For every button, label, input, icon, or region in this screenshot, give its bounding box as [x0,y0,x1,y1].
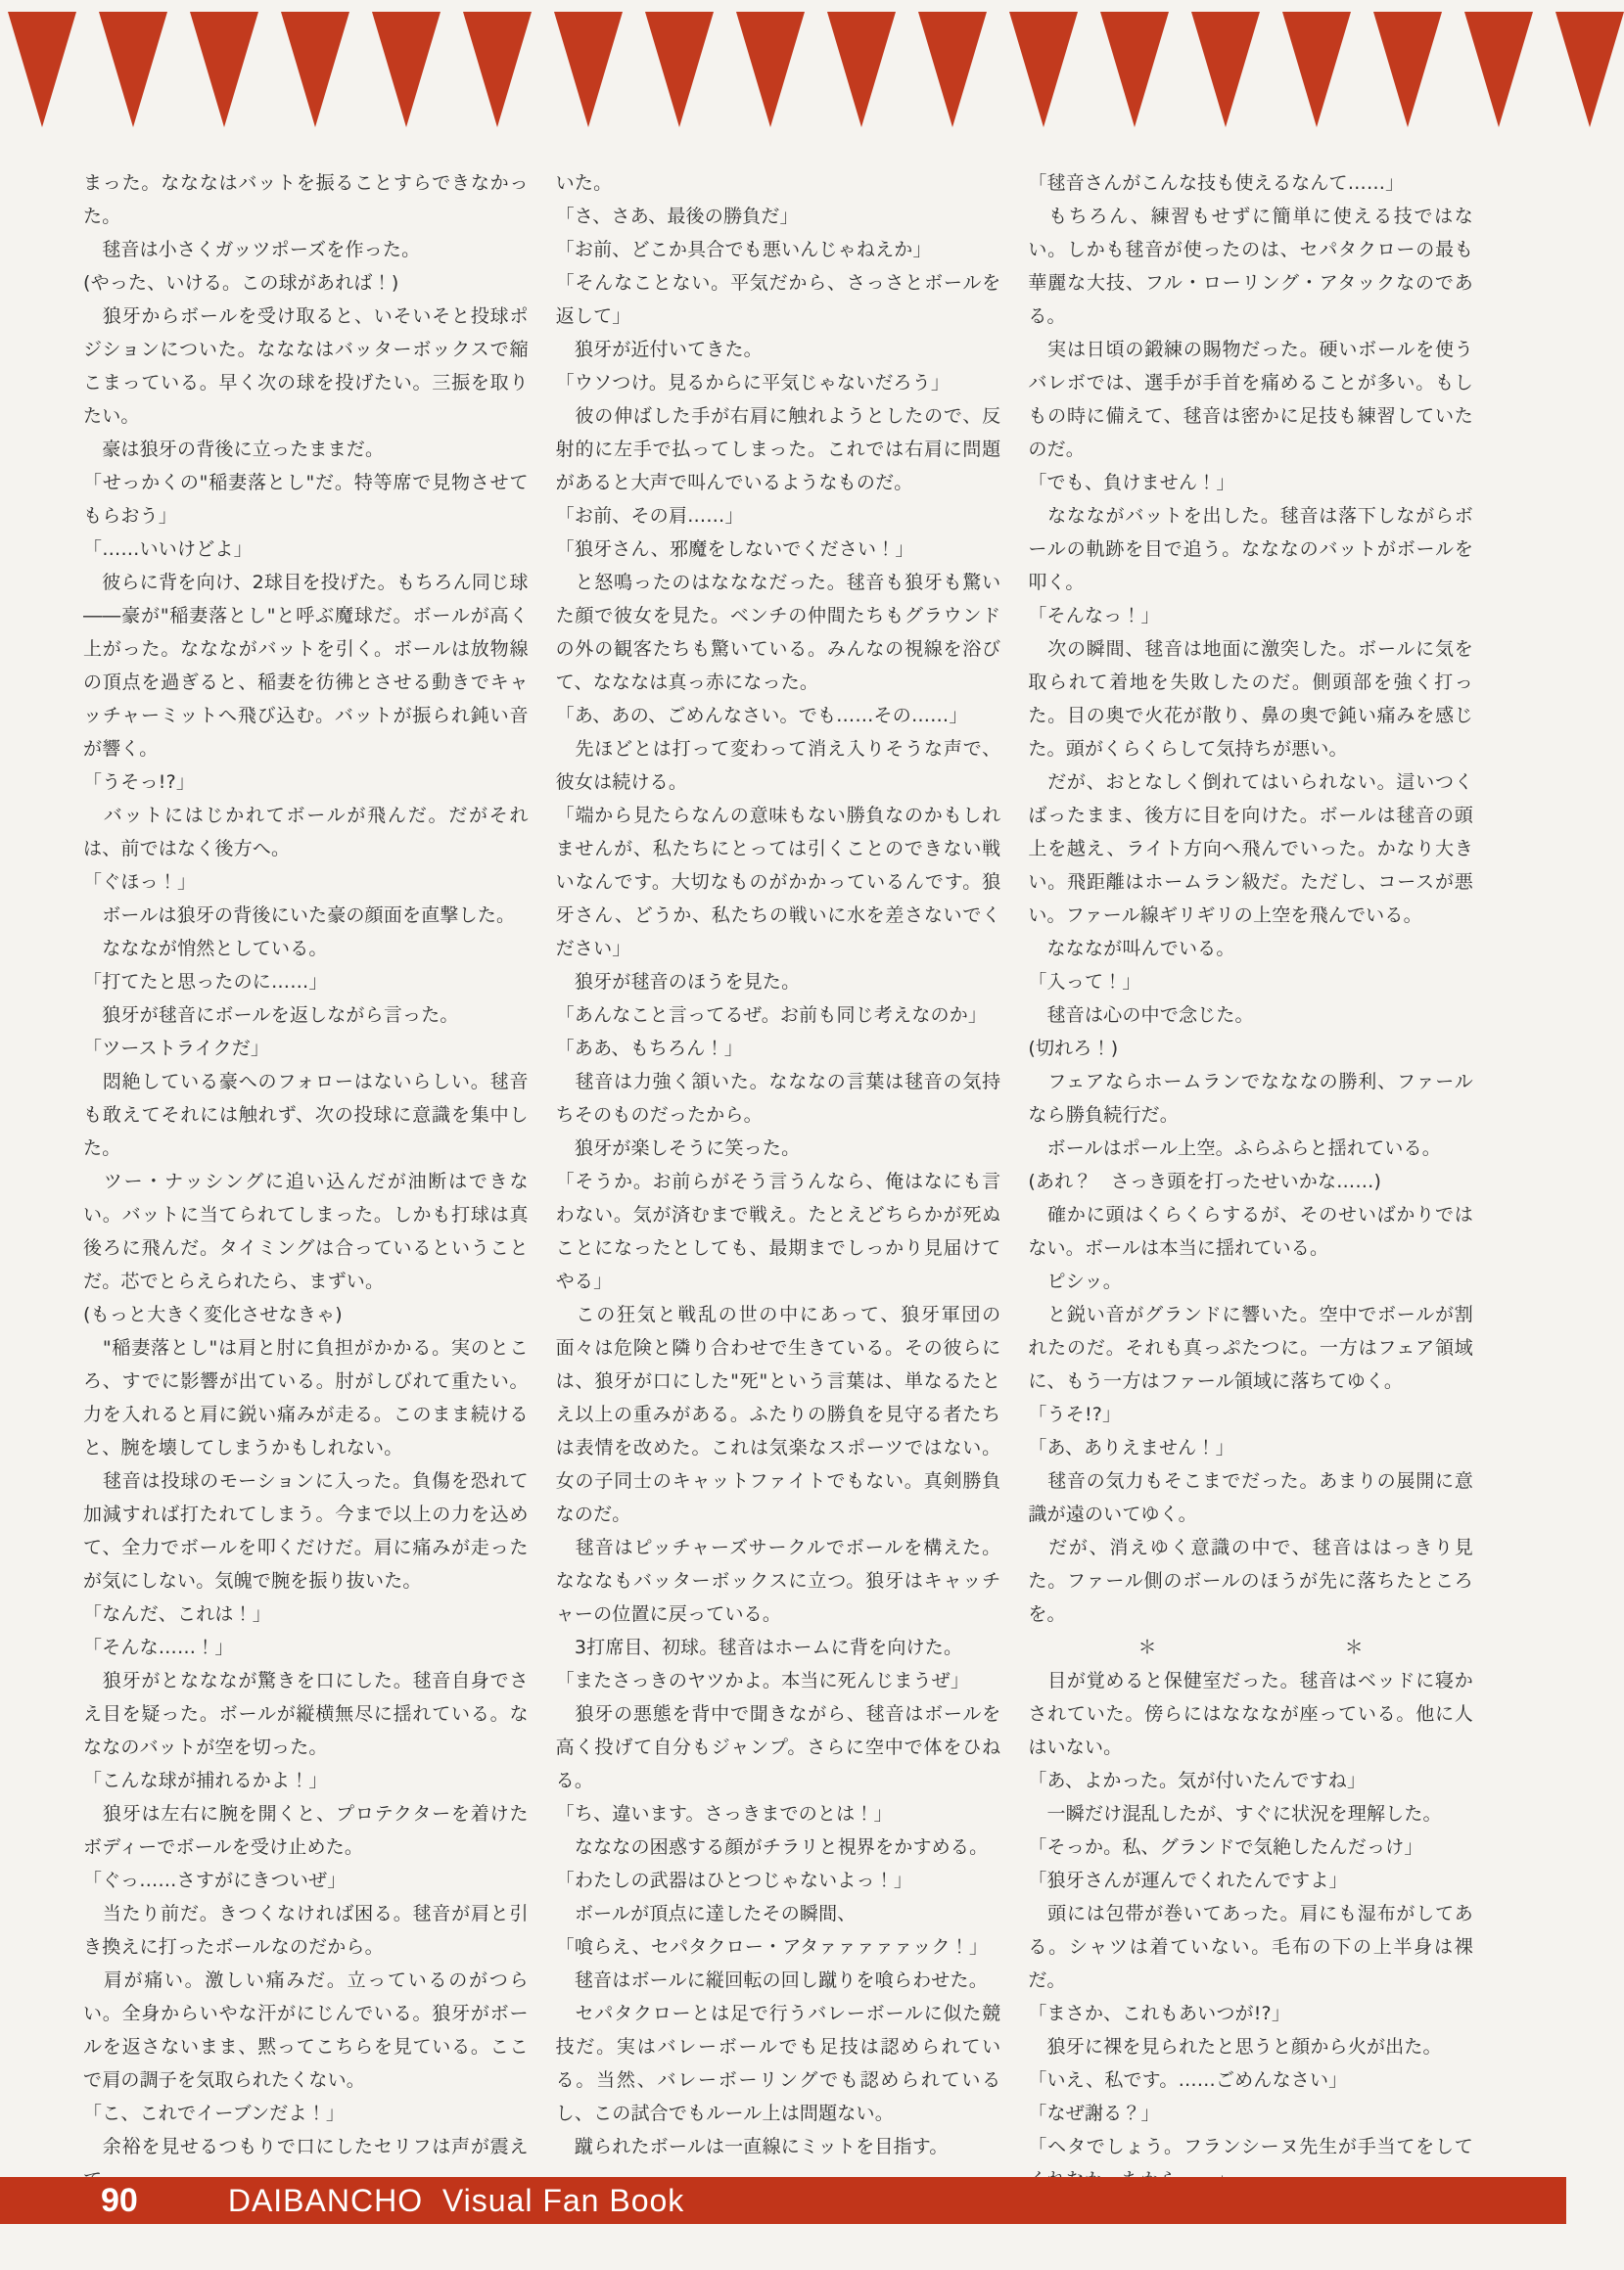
paragraph: 一瞬だけ混乱したが、すぐに状況を理解した。 [1028,1803,1442,1825]
section-separator: ＊ ＊ [1137,1637,1364,1658]
paragraph: (切れろ！) [1028,1038,1119,1059]
paragraph: 狼牙がとなななが驚きを口にした。毬音自身でさえ目を疑った。ボールが縦横無尽に揺れている。なななのバットが空を切った。 [83,1670,529,1758]
paragraph: 頭には包帯が巻いてあった。肩にも湿布がしてある。シャツは着ていない。毛布の下の上半身は裸だ。 [1028,1903,1474,1991]
paragraph: 「あ、よかった。気が付いたんですね」 [1028,1770,1367,1791]
paragraph: 肩が痛い。激しい痛みだ。立っているのがつらい。全身からいやな汗がにじんでいる。狼牙がボールを返さないまま、黙ってこちらを見ている。ここで肩の調子を気取られたくない。 [83,1969,529,2091]
paragraph: と鋭い音がグランドに響いた。空中でボールが割れたのだ。それも真っぷたつに。一方はフェア領域に、もう一方はファール領域に落ちてゆく。 [1028,1304,1474,1392]
paragraph: 毬音の気力もそこまでだった。あまりの展開に意識が遠のいてゆく。 [1028,1470,1474,1525]
paragraph: 豪は狼牙の背後に立ったままだ。 [83,439,385,460]
pennant-icon [190,12,258,127]
pennant-icon [827,12,896,127]
pennant-icon [918,12,987,127]
paragraph: セパタクローとは足で行うバレーボールに似た競技だ。実はバレーボールでも足技は認められている。当然、バレーボーリングでも認められているし、この試合でもルール上は問題ない。 [555,2003,1001,2124]
paragraph: 「こんな球が捕れるかよ！」 [83,1770,328,1791]
paragraph: ボールはポール上空。ふらふらと揺れている。 [1028,1137,1441,1159]
paragraph: 毬音は力強く頷いた。なななの言葉は毬音の気持ちそのものだったから。 [555,1071,1001,1126]
paragraph: まった。なななはバットを振ることすらできなかった。 [83,172,529,227]
footer-bar [0,2177,1566,2224]
paragraph: ななながバットを出した。毬音は落下しながらボールの軌跡を目で追う。なななのバットがボールを叩く。 [1028,505,1474,593]
paragraph: なななが悄然としている。 [83,938,328,959]
paragraph: ボールは狼牙の背後にいた豪の顔面を直撃した。 [83,904,516,926]
text-column-1 [83,166,529,2157]
paragraph: 「あ、ありえません！」 [1028,1437,1234,1459]
paragraph: 「またさっきのヤツかよ。本当に死んじまうぜ」 [555,1670,970,1691]
paragraph: 毬音はピッチャーズサークルでボールを構えた。なななもバッターボックスに立つ。狼牙はキャッチャーの位置に戻っている。 [555,1537,1001,1625]
paragraph: 「ああ、もちろん！」 [555,1038,743,1059]
paragraph: 「ツーストライクだ」 [83,1038,270,1059]
paragraph: いた。 [555,172,613,194]
paragraph: 「ぐっ……さすがにきついぜ」 [83,1870,347,1891]
paragraph: ツー・ナッシングに追い込んだが油断はできない。バットに当てられてしまった。しかも打球は真後ろに飛んだ。タイミングは合っているということだ。芯でとらえられたら、まずい。 [83,1171,529,1292]
paragraph: 狼牙が毬音のほうを見た。 [555,971,801,993]
paragraph: 毬音はボールに縦回転の回し蹴りを喰らわせた。 [555,1969,988,1991]
paragraph: 「……いいけどよ」 [83,538,253,560]
paragraph: ボールが頂点に達したその瞬間、 [555,1903,857,1924]
pennant-icon [281,12,349,127]
paragraph: この狂気と戦乱の世の中にあって、狼牙軍団の面々は危険と隣り合わせで生きている。その彼らには、狼牙が口にした"死"という言葉は、単なるたとえ以上の重みがある。ふたりの勝負を見守る者たちは表情を改めた。これは気楽なスポーツではない。女の子同士のキャットファイトでもない。真剣勝負なのだ。 [555,1304,1001,1525]
paragraph: なななが叫んでいる。 [1028,938,1235,959]
paragraph: 「打てたと思ったのに……」 [83,971,328,993]
paragraph: 毬音は心の中で念じた。 [1028,1004,1254,1026]
pennant-icon [645,12,714,127]
paragraph: 「ち、違います。さっきまでのとは！」 [555,1803,893,1825]
book-title: DAIBANCHO Visual Fan Book [227,2182,685,2218]
paragraph: 「狼牙さんが運んでくれたんですよ」 [1028,1870,1348,1891]
paragraph: 「そんなことない。平気だから、さっさとボールを返して」 [555,272,1001,327]
paragraph: 狼牙が毬音にボールを返しながら言った。 [83,1004,459,1026]
paragraph: だが、消えゆく意識の中で、毬音ははっきり見た。ファール側のボールのほうが先に落ちたところを。 [1028,1537,1474,1625]
paragraph: "稲妻落とし"は肩と肘に負担がかかる。実のところ、すでに影響が出ている。肘がしびれて重たい。力を入れると肩に鋭い痛みが走る。このまま続けると、腕を壊してしまうかもしれない。 [83,1337,529,1459]
page-body [83,166,1474,2157]
paragraph: 「なんだ、これは！」 [83,1603,272,1625]
pennant-icon [1191,12,1260,127]
paragraph: フェアならホームランでなななの勝利、ファールなら勝負続行だ。 [1028,1071,1474,1126]
paragraph: 「お前、どこか具合でも悪いんじゃねえか」 [555,239,932,260]
paragraph: 「せっかくの"稲妻落とし"だ。特等席で見物させてもらおう」 [83,472,529,527]
paragraph: 「わたしの武器はひとつじゃないよっ！」 [555,1870,913,1891]
paragraph: 「端から見たらなんの意味もない勝負なのかもしれませんが、私たちにとっては引くことのできない戦いなんです。大切なものがかかっているんです。狼牙さん、どうか、私たちの戦いに水を差さないでください」 [555,805,1001,959]
paragraph: 「あ、あの、ごめんなさい。でも……その……」 [555,705,968,726]
paragraph: (もっと大きく変化させなきゃ) [83,1304,343,1325]
paragraph: 毬音は投球のモーションに入った。負傷を恐れて加減すれば打たれてしまう。今まで以上の力を込めて、全力でボールを叩くだけだ。肩に痛みが走ったが気にしない。気魄で腕を振り抜いた。 [83,1470,529,1592]
paragraph: 「そんな……！」 [83,1637,234,1658]
paragraph: 狼牙が楽しそうに笑った。 [555,1137,801,1159]
pennant-icon [372,12,441,127]
paragraph: ピシッ。 [1028,1271,1122,1292]
paragraph: 「でも、負けません！」 [1028,472,1235,493]
paragraph: 「ウソつけ。見るからに平気じゃないだろう」 [555,372,951,394]
paragraph: 狼牙の悪態を背中で聞きながら、毬音はボールを高く投げて自分もジャンプ。さらに空中で体をひねる。 [555,1703,1001,1791]
paragraph: 狼牙からボールを受け取ると、いそいそと投球ポジションについた。なななはバッターボックスで縮こまっている。早く次の球を投げたい。三振を取りたい。 [83,305,529,427]
paragraph: 次の瞬間、毬音は地面に激突した。ボールに気を取られて着地を失敗したのだ。側頭部を強く打った。目の奥で火花が散り、鼻の奥で鈍い痛みを感じた。頭がくらくらして気持ちが悪い。 [1028,638,1474,760]
paragraph: バットにはじかれてボールが飛んだ。だがそれは、前ではなく後方へ。 [83,805,529,859]
paragraph: と怒鳴ったのはなななだった。毬音も狼牙も驚いた顔で彼女を見た。ベンチの仲間たちもグラウンドの外の観客たちも驚いている。みんなの視線を浴びて、なななは真っ赤になった。 [555,572,1001,693]
pennant-icon [1464,12,1533,127]
paragraph: 「いえ、私です。……ごめんなさい」 [1028,2069,1348,2091]
paragraph: 当たり前だ。きつくなければ困る。毬音が肩と引き換えに打ったボールなのだから。 [83,1903,529,1958]
paragraph: 狼牙が近付いてきた。 [555,339,763,360]
paragraph: 確かに頭はくらくらするが、そのせいばかりではない。ボールは本当に揺れている。 [1028,1204,1474,1259]
pennant-icon [736,12,805,127]
paragraph: 「そんなっ！」 [1028,605,1160,626]
paragraph: 「こ、これでイーブンだよ！」 [83,2103,346,2124]
paragraph: 「さ、さあ、最後の勝負だ」 [555,206,799,227]
paragraph: 「あんなこと言ってるぜ。お前も同じ考えなのか」 [555,1004,988,1026]
paragraph: 「狼牙さん、邪魔をしないでください！」 [555,538,914,560]
pennant-icon [1373,12,1442,127]
paragraph: 先ほどとは打って変わって消え入りそうな声で、彼女は続ける。 [555,738,1001,793]
text-column-3 [1028,166,1474,2157]
paragraph: (やった、いける。この球があれば！) [83,272,399,294]
paragraph: 「お前、その肩……」 [555,505,744,527]
paragraph: 狼牙は左右に腕を開くと、プロテクターを着けたボディーでボールを受け止めた。 [83,1803,529,1858]
page-number: 90 [101,2181,138,2219]
paragraph: 実は日頃の鍛練の賜物だった。硬いボールを使うバレボでは、選手が手首を痛めることが多い。もしもの時に備えて、毬音は密かに足技も練習していたのだ。 [1028,339,1474,460]
paragraph: 目が覚めると保健室だった。毬音はベッドに寝かされていた。傍らにはなななが座っている。他に人はいない。 [1028,1670,1474,1758]
paragraph: 悶絶している豪へのフォローはないらしい。毬音も敢えてそれには触れず、次の投球に意識を集中した。 [83,1071,529,1159]
paragraph: 余裕を見せるつもりで口にしたセリフは声が震え [102,2136,529,2157]
paragraph: 「入って！」 [1028,971,1141,993]
paragraph: だが、おとなしく倒れてはいられない。這いつくばったまま、後方に目を向けた。ボールは毬音の頭上を越え、ライト方向へ飛んでいった。かなり大きい。飛距離はホームラン級だ。ただし、コースが悪い。ファール線ギリギリの上空を飛んでいる。 [1028,771,1474,926]
pennant-icon [8,12,76,127]
pennant-icon [1282,12,1351,127]
pennant-icon [1100,12,1169,127]
paragraph: 「ヘタでしょう。フランシーヌ先生が手当てをして [1028,2136,1474,2157]
paragraph: 「そうか。お前らがそう言うんなら、俺はなにも言わない。気が済むまで戦え。たとえどちらかが死ぬことになったとしても、最期までしっかり見届けてやる」 [555,1171,1001,1292]
paragraph: 「うそ!?」 [1028,1404,1122,1425]
paragraph: 彼の伸ばした手が右肩に触れようとしたので、反射的に左手で払ってしまった。これでは右肩に問題があると大声で叫んでいるようなものだ。 [555,405,1001,493]
paragraph: 蹴られたボールは一直線にミットを目指す。 [555,2136,949,2157]
pennant-icon [1555,12,1624,127]
paragraph: 「喰らえ、セパタクロー・アタァァァァァック！」 [555,1936,989,1958]
paragraph: 狼牙に裸を見られたと思うと顔から火が出た。 [1028,2036,1442,2058]
paragraph: 毬音は小さくガッツポーズを作った。 [83,239,421,260]
pennant-icon [554,12,623,127]
text-column-2 [555,166,1001,2157]
pennant-icon [463,12,532,127]
paragraph: 「毬音さんがこんな技も使えるなんて……」 [1028,172,1405,194]
paragraph: もちろん、練習もせずに簡単に使える技ではない。しかも毬音が使ったのは、セパタクローの最も華麗な大技、フル・ローリング・アタックなのである。 [1028,206,1474,327]
paragraph: なななの困惑する顔がチラリと視界をかすめる。 [555,1836,989,1858]
paragraph: 「なぜ謝る？」 [1028,2103,1160,2124]
pennant-icon [1009,12,1078,127]
paragraph: 「うそっ!?」 [83,771,196,793]
paragraph: 「まさか、これもあいつが!?」 [1028,2003,1291,2024]
paragraph: 「ぐほっ！」 [83,871,197,893]
paragraph: 3打席目、初球。毬音はホームに背を向けた。 [555,1637,963,1658]
paragraph: (あれ？ さっき頭を打ったせいかな……) [1028,1171,1382,1192]
paragraph: 「そっか。私、グランドで気絶したんだっけ」 [1028,1836,1423,1858]
pennant-banner [0,0,1566,137]
paragraph: 彼らに背を向け、2球目を投げた。もちろん同じ球――豪が"稲妻落とし"と呼ぶ魔球だ。ボールが高く上がった。ななながバットを引く。ボールは放物線の頂点を過ぎると、稲妻を彷彿とさせる動きでキャッチャーミットへ飛び込む。バットが振られ鈍い音が響く。 [83,572,529,760]
pennant-icon [99,12,167,127]
